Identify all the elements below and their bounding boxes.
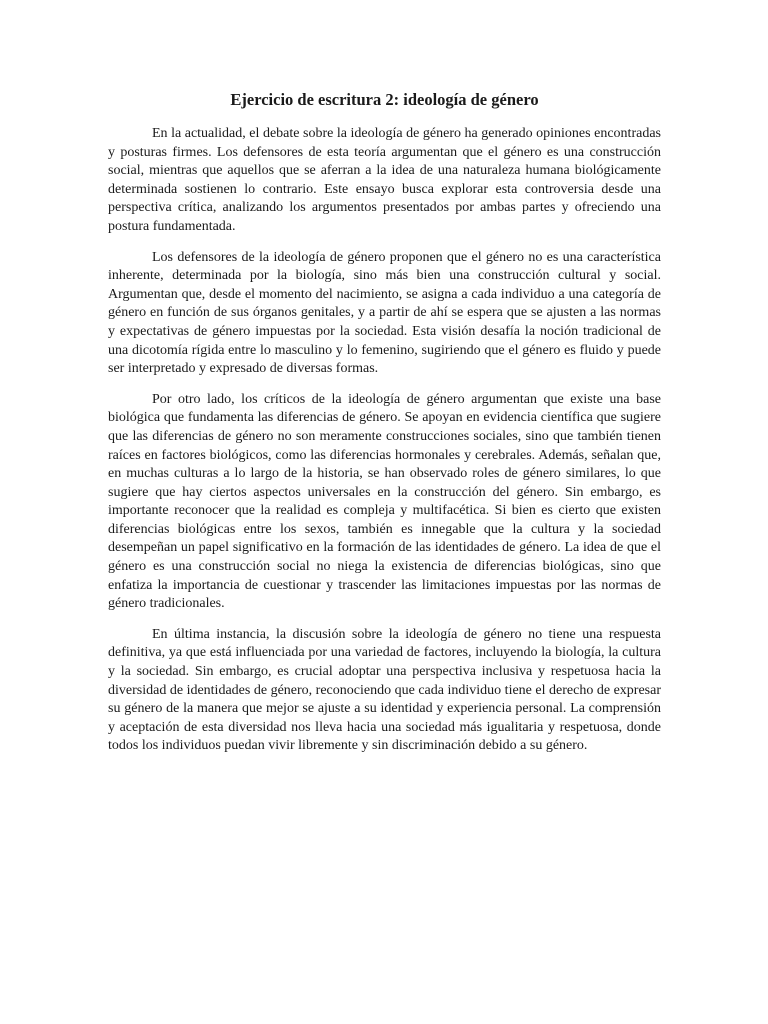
document-body — [108, 90, 661, 768]
paragraph-2: Los defensores de la ideología de género proponen que el género no es una característica inherente, determinada por la biología, sino más bien una construcción cultural y social. Argumentan que, desde el momento del nacimiento, se asigna a cada individuo a una categoría de género en función de sus órganos genitales, y a partir de ahí se espera que se ajusten a las normas y expectativas de género impuestas por la sociedad. Esta visión desafía la noción tradicional de una dicotomía rígida entre lo masculino y lo femenino, sugiriendo que el género es fluido y puede ser interpretado y expresado de diversas formas. — [108, 249, 661, 377]
paragraph-3: Por otro lado, los críticos de la ideología de género argumentan que existe una base biológica que fundamenta las diferencias de género. Se apoyan en evidencia científica que sugiere que las diferencias de género no son meramente construcciones sociales, sino que también tienen raíces en factores biológicos, como las diferencias hormonales y cerebrales. Además, señalan que, en muchas culturas a lo largo de la historia, se han observado roles de género similares, lo que sugiere que hay ciertos aspectos universales en la construcción del género. Sin embargo, es importante reconocer que la realidad es compleja y multifacética. Si bien es cierto que existen diferencias biológicas entre los sexos, también es innegable que la cultura y la sociedad desempeñan un papel significativo en la formación de las identidades de género. La idea de que el género es una construcción social no niega la existencia de diferencias biológicas, sino que enfatiza la importancia de cuestionar y trascender las limitaciones impuestas por las normas de género tradicionales. — [108, 391, 661, 612]
paragraph-4: En última instancia, la discusión sobre la ideología de género no tiene una respuesta definitiva, ya que está influenciada por una variedad de factores, incluyendo la biología, la cultura y la sociedad. Sin embargo, es crucial adoptar una perspectiva inclusiva y respetuosa hacia la diversidad de identidades de género, reconociendo que cada individuo tiene el derecho de expresar su género de la manera que mejor se ajuste a su identidad y experiencia personal. La comprensión y aceptación de esta diversidad nos lleva hacia una sociedad más igualitaria y respetuosa, donde todos los individuos puedan vivir libremente y sin discriminación debido a su género. — [108, 626, 661, 754]
paragraph-1: En la actualidad, el debate sobre la ideología de género ha generado opiniones encontradas y posturas firmes. Los defensores de esta teoría argumentan que el género es una construcción social, mientras que aquellos que se aferran a la idea de una naturaleza humana biológicamente determinada sostienen lo contrario. Este ensayo busca explorar esta controversia desde una perspectiva crítica, analizando los argumentos presentados por ambas partes y ofreciendo una postura fundamentada. — [108, 126, 661, 234]
document-title: Ejercicio de escritura 2: ideología de género — [230, 90, 539, 109]
